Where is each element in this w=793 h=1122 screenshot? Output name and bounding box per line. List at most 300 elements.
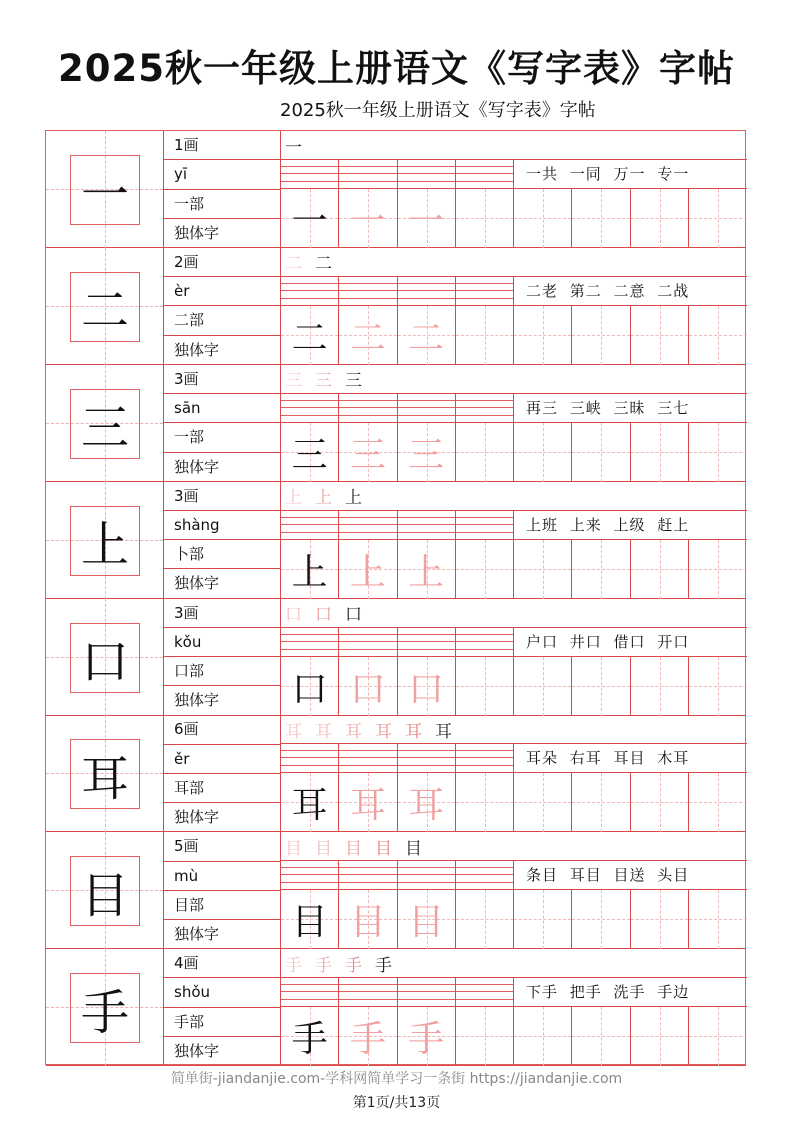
pinyin-grid-cell	[456, 160, 514, 189]
writing-cell	[572, 189, 630, 248]
page-subtitle: 2025秋一年级上册语文《写字表》字帖	[280, 100, 596, 121]
model-character: 手	[70, 973, 140, 1043]
pinyin-line	[398, 400, 455, 401]
writing-cell	[689, 657, 747, 716]
pinyin-line	[398, 634, 455, 635]
pinyin-grid-cell	[339, 978, 397, 1007]
writing-cell	[689, 773, 747, 832]
writing-cell	[281, 540, 339, 599]
radical: 口部	[164, 657, 280, 686]
pinyin-grid-cell	[339, 744, 397, 773]
trace-character: 二	[408, 317, 445, 359]
stroke-step: 耳	[285, 721, 302, 742]
character-row	[46, 248, 746, 365]
pinyin-line	[456, 407, 513, 408]
pinyin-line	[456, 517, 513, 518]
writing-cell	[339, 189, 397, 248]
pinyin-grid-cell	[456, 978, 514, 1007]
writing-cell	[398, 423, 456, 482]
writing-cell	[398, 540, 456, 599]
pinyin-line	[456, 999, 513, 1000]
pinyin-line	[398, 991, 455, 992]
pinyin-grid-cell	[339, 511, 397, 540]
stroke-order	[281, 482, 747, 511]
trace-character: 目	[349, 902, 386, 944]
writing-cell	[631, 890, 689, 949]
guide-line	[718, 306, 719, 365]
writing-cell	[514, 423, 572, 482]
pinyin-grid-cell	[398, 160, 456, 189]
example-words: 一共 一同 万一 专一	[514, 160, 747, 189]
writing-cell	[572, 306, 630, 365]
character-info	[164, 248, 281, 365]
guide-line	[660, 1007, 661, 1066]
trace-character: 口	[349, 668, 386, 710]
pinyin-line	[456, 984, 513, 985]
pinyin-line	[281, 649, 338, 650]
model-character: 一	[70, 155, 140, 225]
pinyin-line	[398, 166, 455, 167]
trace-character: 上	[349, 551, 386, 593]
trace-character: 口	[291, 668, 328, 710]
radical: 目部	[164, 891, 280, 920]
writing-cell	[689, 189, 747, 248]
writing-cell	[456, 306, 514, 365]
example-words: 上班 上来 上级 赶上	[514, 511, 747, 540]
writing-cell	[281, 423, 339, 482]
model-character-cell	[46, 715, 164, 832]
stroke-order	[281, 949, 747, 978]
structure: 独体字	[174, 808, 220, 827]
pinyin-grid-cell	[281, 744, 339, 773]
stroke-count: 2画	[164, 248, 280, 277]
stroke-step: 目	[375, 838, 392, 859]
guide-line	[660, 657, 661, 716]
pinyin-grid-cell	[281, 277, 339, 306]
pinyin-grid-cell	[339, 861, 397, 890]
stroke-step: 口	[285, 605, 302, 625]
writing-cell	[689, 890, 747, 949]
pinyin-line	[456, 882, 513, 883]
stroke-step: 上	[285, 488, 302, 509]
pinyin-line	[398, 407, 455, 408]
writing-cell	[689, 423, 747, 482]
writing-cell	[398, 773, 456, 832]
pinyin-line	[281, 524, 338, 525]
writing-cell	[339, 657, 397, 716]
stroke-order	[281, 832, 747, 861]
model-character-cell	[46, 599, 164, 716]
stroke-step: 手	[315, 955, 332, 976]
radical: 耳部	[164, 774, 280, 803]
pinyin: yī	[164, 160, 280, 189]
guide-line	[660, 890, 661, 949]
writing-cell	[456, 1007, 514, 1066]
structure: 独体字	[174, 574, 220, 593]
writing-cell	[281, 890, 339, 949]
guide-line	[718, 890, 719, 949]
stroke-step: 一	[285, 137, 302, 158]
pinyin-line	[339, 984, 396, 985]
writing-cell	[514, 890, 572, 949]
stroke-step: 二	[315, 254, 332, 275]
writing-cell	[572, 423, 630, 482]
writing-cell	[572, 890, 630, 949]
guide-line	[601, 1007, 602, 1066]
practice-area	[281, 599, 747, 716]
guide-line	[543, 1007, 544, 1066]
stroke-order	[281, 365, 747, 394]
pinyin-line	[339, 415, 396, 416]
writing-cell	[631, 657, 689, 716]
pinyin-line	[456, 532, 513, 533]
structure: 独体字	[174, 925, 220, 943]
pinyin-line	[339, 524, 396, 525]
pinyin-grid-cell	[456, 394, 514, 423]
pinyin-grid-cell	[339, 160, 397, 189]
trace-character: 一	[349, 201, 386, 242]
guide-line	[660, 773, 661, 832]
guide-line	[485, 423, 486, 482]
pinyin-grid-cell	[398, 394, 456, 423]
practice-sheet	[45, 130, 746, 1065]
writing-cell	[689, 1007, 747, 1066]
guide-line	[485, 890, 486, 949]
guide-line	[718, 773, 719, 832]
writing-cell	[631, 189, 689, 248]
guide-line	[601, 189, 602, 248]
pinyin-line	[398, 283, 455, 284]
example-words: 耳朵 右耳 耳目 木耳	[514, 744, 747, 773]
pinyin-grid-cell	[281, 628, 339, 657]
character-row	[46, 949, 746, 1066]
pinyin-line	[339, 750, 396, 751]
pinyin-grid-cell	[456, 628, 514, 657]
character-row	[46, 832, 746, 949]
radical: 二部	[164, 306, 280, 335]
writing-cell	[398, 657, 456, 716]
structure: 独体字	[174, 1041, 220, 1060]
pinyin-line	[398, 290, 455, 291]
writing-cell	[456, 657, 514, 716]
practice-area	[281, 949, 747, 1066]
pinyin-line	[398, 524, 455, 525]
pinyin-line	[339, 517, 396, 518]
guide-line	[601, 306, 602, 365]
writing-cell	[281, 773, 339, 832]
writing-cell	[456, 189, 514, 248]
pinyin-grid-cell	[281, 978, 339, 1007]
radical: 一部	[164, 423, 280, 452]
example-words: 条目 耳目 目送 头目	[514, 861, 747, 890]
pinyin-grid-cell	[456, 744, 514, 773]
guide-line	[485, 657, 486, 716]
stroke-count: 3画	[164, 365, 280, 394]
writing-cell	[572, 657, 630, 716]
pinyin-line	[456, 750, 513, 751]
pinyin-line	[398, 649, 455, 650]
writing-cell	[631, 540, 689, 599]
pinyin-line	[398, 415, 455, 416]
trace-character: 耳	[349, 785, 386, 827]
pinyin-grid-cell	[281, 160, 339, 189]
stroke-step: 二	[285, 254, 302, 275]
stroke-step: 目	[315, 838, 332, 859]
character-row	[46, 131, 746, 248]
writing-cell	[514, 1007, 572, 1066]
pinyin-line	[456, 283, 513, 284]
pinyin-line	[456, 757, 513, 758]
character-info	[164, 599, 281, 716]
pinyin-grid-cell	[281, 394, 339, 423]
writing-cell	[689, 540, 747, 599]
pinyin-grid-cell	[398, 744, 456, 773]
pinyin-grid-cell	[339, 277, 397, 306]
pinyin-grid-cell	[398, 628, 456, 657]
pinyin-line	[281, 298, 338, 299]
pinyin-line	[398, 757, 455, 758]
guide-line	[543, 540, 544, 599]
stroke-step: 上	[315, 488, 332, 509]
trace-character: 三	[349, 434, 386, 476]
pinyin-line	[281, 415, 338, 416]
pinyin-line	[456, 415, 513, 416]
pinyin-line	[281, 867, 338, 868]
trace-character: 二	[291, 317, 328, 359]
pinyin-line	[281, 634, 338, 635]
writing-cell	[631, 306, 689, 365]
writing-cell	[339, 306, 397, 365]
structure: 独体字	[174, 340, 220, 359]
guide-line	[543, 890, 544, 949]
practice-area	[281, 248, 747, 365]
writing-cell	[456, 773, 514, 832]
pinyin-line	[339, 867, 396, 868]
pinyin-line	[398, 882, 455, 883]
pinyin-grid-cell	[398, 978, 456, 1007]
guide-line	[660, 423, 661, 482]
radical: 一部	[164, 190, 280, 219]
pinyin-line	[339, 649, 396, 650]
stroke-step: 目	[345, 838, 362, 859]
pinyin-line	[339, 290, 396, 291]
trace-character: 目	[408, 902, 445, 944]
guide-line	[718, 540, 719, 599]
guide-line	[543, 773, 544, 832]
guide-line	[485, 540, 486, 599]
trace-character: 手	[408, 1019, 445, 1061]
pinyin-line	[456, 298, 513, 299]
pinyin-line	[398, 874, 455, 875]
pinyin-grid-cell	[398, 511, 456, 540]
writing-cell	[339, 423, 397, 482]
pinyin-line	[339, 757, 396, 758]
pinyin-line	[339, 532, 396, 533]
pinyin-grid-cell	[456, 861, 514, 890]
model-character: 目	[70, 856, 140, 926]
pinyin-line	[281, 999, 338, 1000]
model-character: 口	[70, 623, 140, 693]
pinyin-grid-cell	[281, 861, 339, 890]
stroke-count: 5画	[164, 832, 280, 861]
guide-line	[601, 540, 602, 599]
writing-cell	[514, 657, 572, 716]
trace-character: 三	[408, 434, 445, 476]
trace-character: 手	[349, 1019, 386, 1061]
pinyin-line	[339, 874, 396, 875]
pinyin-line	[398, 173, 455, 174]
pinyin-line	[339, 634, 396, 635]
pinyin-grid-cell	[398, 861, 456, 890]
guide-line	[718, 423, 719, 482]
model-character-cell	[46, 482, 164, 599]
pinyin-line	[339, 999, 396, 1000]
pinyin-grid-cell	[398, 277, 456, 306]
character-row	[46, 715, 746, 832]
stroke-step: 耳	[315, 721, 332, 742]
character-info	[164, 131, 281, 248]
writing-cell	[339, 540, 397, 599]
stroke-count: 3画	[164, 482, 280, 511]
writing-cell	[456, 540, 514, 599]
pinyin-line	[398, 867, 455, 868]
character-info	[164, 949, 281, 1066]
pinyin-line	[398, 765, 455, 766]
writing-cell	[514, 773, 572, 832]
writing-cell	[339, 773, 397, 832]
pinyin-line	[281, 532, 338, 533]
character-row	[46, 482, 746, 599]
stroke-step: 目	[285, 838, 302, 859]
pinyin-line	[456, 524, 513, 525]
model-character-cell	[46, 365, 164, 482]
pinyin-line	[281, 290, 338, 291]
pinyin-line	[456, 765, 513, 766]
stroke-count: 3画	[164, 599, 280, 628]
radical: 卜部	[164, 540, 280, 569]
pinyin-line	[339, 407, 396, 408]
practice-area	[281, 365, 747, 482]
pinyin-line	[456, 641, 513, 642]
guide-line	[718, 657, 719, 716]
trace-character: 二	[349, 317, 386, 359]
pinyin-line	[281, 641, 338, 642]
writing-cell	[514, 189, 572, 248]
model-character: 三	[70, 389, 140, 459]
writing-cell	[398, 189, 456, 248]
pinyin-line	[281, 400, 338, 401]
example-words: 下手 把手 洗手 手边	[514, 978, 747, 1007]
pinyin-line	[398, 999, 455, 1000]
pinyin-grid-cell	[456, 511, 514, 540]
character-info	[164, 365, 281, 482]
stroke-step: 耳	[375, 721, 392, 742]
pinyin-line	[281, 407, 338, 408]
stroke-step: 三	[285, 371, 302, 392]
writing-cell	[398, 890, 456, 949]
pinyin-line	[398, 750, 455, 751]
writing-cell	[339, 1007, 397, 1066]
stroke-step: 三	[345, 371, 362, 392]
writing-cell	[281, 189, 339, 248]
character-row	[46, 365, 746, 482]
practice-area	[281, 832, 747, 949]
guide-line	[601, 423, 602, 482]
pinyin-line	[281, 181, 338, 182]
writing-cell	[514, 306, 572, 365]
guide-line	[601, 890, 602, 949]
writing-cell	[631, 423, 689, 482]
pinyin-grid-cell	[456, 277, 514, 306]
stroke-order	[281, 248, 747, 277]
trace-character: 目	[291, 902, 328, 944]
pinyin-line	[281, 874, 338, 875]
stroke-step: 口	[315, 605, 332, 625]
trace-character: 耳	[408, 785, 445, 827]
pinyin: èr	[164, 277, 280, 306]
pinyin-line	[339, 400, 396, 401]
pinyin-line	[398, 517, 455, 518]
pinyin-line	[281, 517, 338, 518]
pinyin-line	[398, 298, 455, 299]
stroke-order	[281, 131, 747, 160]
pinyin-line	[339, 298, 396, 299]
pinyin-grid-cell	[339, 628, 397, 657]
pinyin-line	[281, 984, 338, 985]
pinyin-line	[456, 400, 513, 401]
guide-line	[601, 657, 602, 716]
trace-character: 一	[408, 201, 445, 242]
trace-character: 上	[291, 551, 328, 593]
stroke-step: 目	[405, 838, 422, 859]
pinyin-grid-cell	[339, 394, 397, 423]
stroke-step: 手	[285, 955, 302, 976]
stroke-step: 口	[345, 605, 362, 625]
model-character-cell	[46, 248, 164, 365]
pinyin-line	[456, 867, 513, 868]
pinyin-line	[281, 750, 338, 751]
guide-line	[718, 189, 719, 248]
trace-character: 手	[291, 1019, 328, 1061]
character-row	[46, 599, 746, 716]
writing-cell	[281, 1007, 339, 1066]
pinyin: sān	[164, 394, 280, 423]
pinyin-line	[339, 181, 396, 182]
stroke-count: 4画	[164, 949, 280, 978]
writing-cell	[281, 306, 339, 365]
writing-cell	[631, 1007, 689, 1066]
radical: 手部	[164, 1008, 280, 1037]
pinyin-line	[456, 290, 513, 291]
pinyin: shǒu	[164, 978, 280, 1007]
example-words: 户口 井口 借口 开口	[514, 628, 747, 657]
guide-line	[543, 423, 544, 482]
guide-line	[485, 1007, 486, 1066]
watermark-text: 简单街-jiandanjie.com-学科网简单学习一条街 https://jiandanjie.com	[170, 1071, 623, 1087]
example-words: 再三 三峡 三昧 三七	[514, 394, 747, 423]
structure: 独体字	[174, 457, 220, 476]
pinyin-line	[339, 882, 396, 883]
pinyin-line	[281, 166, 338, 167]
pinyin-line	[339, 283, 396, 284]
structure: 独体字	[174, 691, 220, 710]
writing-cell	[631, 773, 689, 832]
pinyin-grid-cell	[281, 511, 339, 540]
guide-line	[485, 306, 486, 365]
page-number: 第1页/共13页	[352, 1095, 441, 1111]
pinyin-line	[456, 649, 513, 650]
model-character: 耳	[70, 739, 140, 809]
